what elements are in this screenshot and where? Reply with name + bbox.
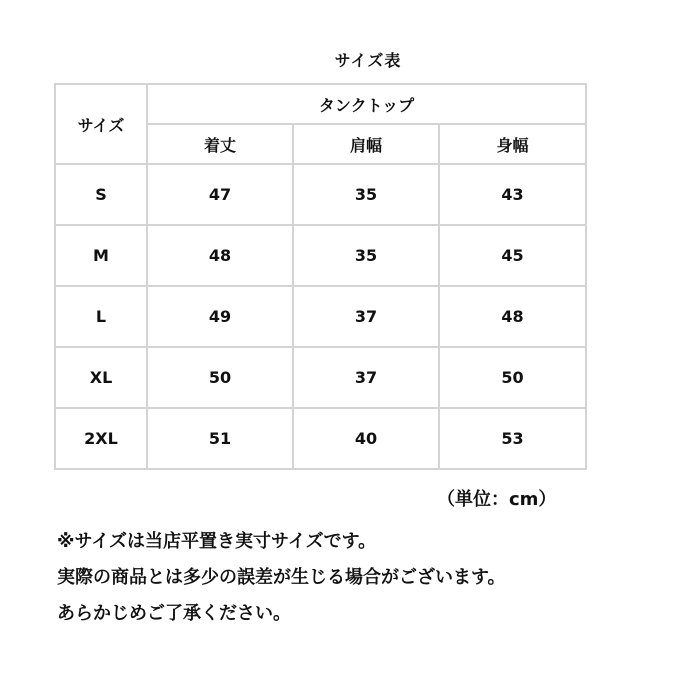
value-cell: 37 xyxy=(293,286,439,347)
value-cell: 45 xyxy=(439,225,586,286)
table-row xyxy=(55,286,586,347)
size-header-cell: サイズ xyxy=(55,84,147,164)
value-cell: 51 xyxy=(147,408,293,469)
size-cell: S xyxy=(55,164,147,225)
value-cell: 35 xyxy=(293,164,439,225)
note-line: 実際の商品とは多少の誤差が生じる場合がございます。 xyxy=(57,567,506,588)
value-cell: 48 xyxy=(147,225,293,286)
size-cell: XL xyxy=(55,347,147,408)
value-cell: 50 xyxy=(147,347,293,408)
unit-note: （単位：cm） xyxy=(437,489,557,510)
value-cell: 35 xyxy=(293,225,439,286)
column-header-shoulder: 肩幅 xyxy=(293,124,439,164)
size-cell: M xyxy=(55,225,147,286)
notes xyxy=(57,524,697,632)
table-row xyxy=(55,347,586,408)
value-cell: 37 xyxy=(293,347,439,408)
note-line: ※サイズは当店平置き実寸サイズです。 xyxy=(57,531,377,552)
value-cell: 53 xyxy=(439,408,586,469)
value-cell: 50 xyxy=(439,347,586,408)
table-row xyxy=(55,164,586,225)
size-cell: 2XL xyxy=(55,408,147,469)
column-header-length: 着丈 xyxy=(147,124,293,164)
size-table xyxy=(54,83,587,470)
table-header-row xyxy=(55,84,586,124)
table-row xyxy=(55,408,586,469)
page-title: サイズ表 xyxy=(334,51,402,70)
value-cell: 48 xyxy=(439,286,586,347)
note-line: あらかじめご了承ください。 xyxy=(57,603,291,624)
group-header-cell: タンクトップ xyxy=(147,84,586,124)
value-cell: 43 xyxy=(439,164,586,225)
value-cell: 40 xyxy=(293,408,439,469)
value-cell: 47 xyxy=(147,164,293,225)
column-header-width: 身幅 xyxy=(439,124,586,164)
size-cell: L xyxy=(55,286,147,347)
table-row xyxy=(55,225,586,286)
value-cell: 49 xyxy=(147,286,293,347)
